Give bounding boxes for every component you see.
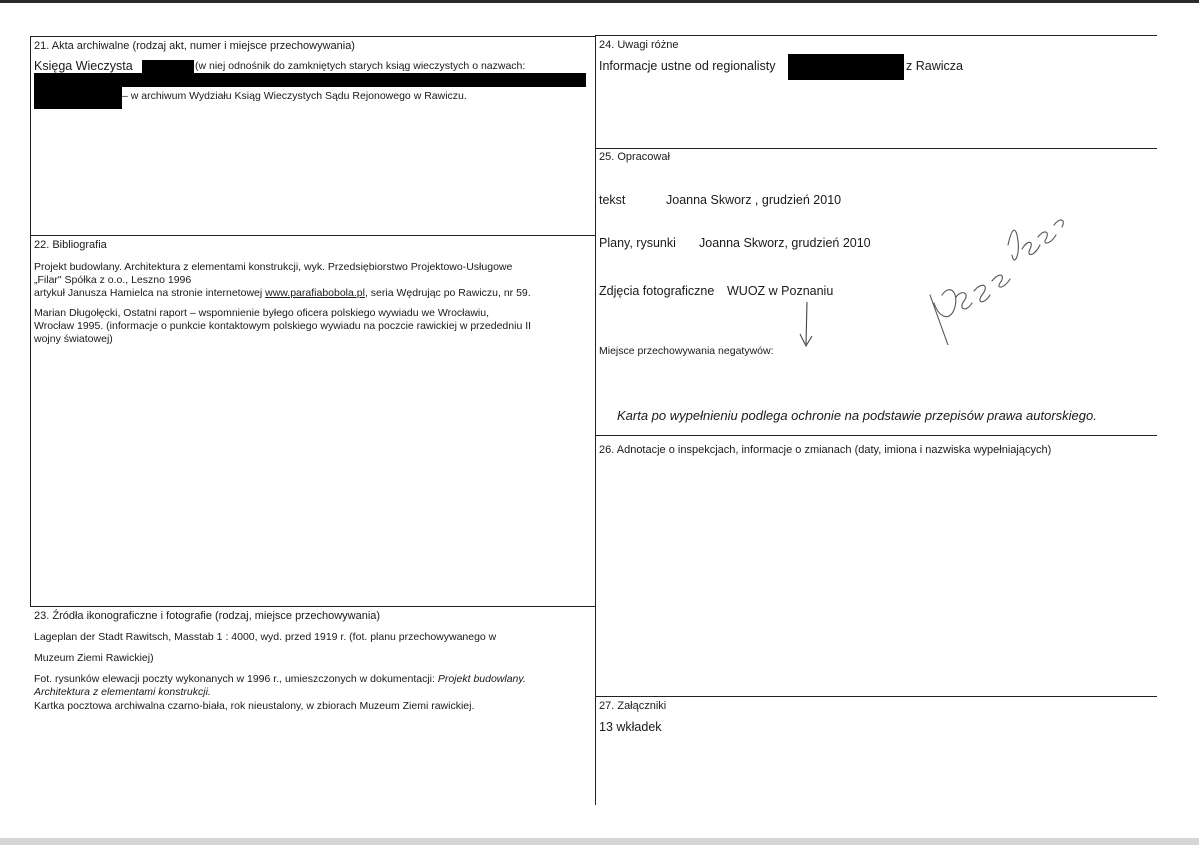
s27-header: 27. Załączniki xyxy=(599,700,667,712)
s23-line3-italic: Projekt budowlany. xyxy=(437,673,526,685)
rule-26-27 xyxy=(595,696,1157,697)
s22-p1-line3-b: , seria Wędrując po Rawiczu, nr 59. xyxy=(364,287,531,299)
rule-24-25 xyxy=(595,148,1157,149)
s22-p1-line3 xyxy=(34,287,531,300)
s25-zdjecia-value: WUOZ w Poznaniu xyxy=(727,284,834,298)
rule-top-left xyxy=(30,36,595,37)
s24-header: 24. Uwagi różne xyxy=(599,39,679,51)
s21-line1-b: (w niej odnośnik do zamkniętych starych ksiąg wieczystych o nazwach: xyxy=(195,60,526,72)
s25-plany-label: Plany, rysunki xyxy=(599,236,676,250)
redaction-box xyxy=(788,54,904,80)
scan-edge-top xyxy=(0,0,1199,3)
s23-line3-a: Fot. rysunków elewacji poczty wykonanych w 1996 r., umieszczonych w dokumentacji: xyxy=(34,673,438,685)
s22-p1-line2: „Filar" Spółka z o.o., Leszno 1996 xyxy=(34,274,192,286)
rule-22-23 xyxy=(30,606,595,607)
s25-negatywy: Miejsce przechowywania negatywów: xyxy=(599,345,774,357)
s23-line3 xyxy=(34,673,526,686)
s23-line5: Kartka pocztowa archiwalna czarno-biała, rok nieustalony, w zbiorach Muzeum Ziemi rawickiej. xyxy=(34,700,475,712)
s21-header: 21. Akta archiwalne (rodzaj akt, numer i miejsce przechowywania) xyxy=(34,40,355,52)
s25-copyright-notice: Karta po wypełnieniu podlega ochronie na podstawie przepisów prawa autorskiego. xyxy=(617,408,1097,423)
s25-plany-value: Joanna Skworz, grudzień 2010 xyxy=(699,236,871,250)
s23-line2: Muzeum Ziemi Rawickiej) xyxy=(34,652,154,664)
s22-website-link[interactable]: www.parafiabobola.pl xyxy=(265,287,365,299)
s22-p2-line3: wojny światowej) xyxy=(34,333,113,345)
rule-top-right xyxy=(595,35,1157,36)
s24-line-a: Informacje ustne od regionalisty xyxy=(599,59,776,73)
s24-line-b: z Rawicza xyxy=(906,59,963,73)
s22-header: 22. Bibliografia xyxy=(34,239,107,251)
rule-25-26 xyxy=(595,435,1157,436)
s23-line4: Architektura z elementami konstrukcji. xyxy=(34,686,211,698)
s26-header: 26. Adnotacje o inspekcjach, informacje o zmianach (daty, imiona i nazwiska wypełniających) xyxy=(599,444,1052,456)
redaction-box xyxy=(34,73,586,87)
s27-value: 13 wkładek xyxy=(599,720,662,734)
s25-zdjecia-label: Zdjęcia fotograficzne xyxy=(599,284,715,298)
scan-edge-bottom xyxy=(0,838,1199,845)
s22-p2-line2: Wrocław 1995. (informacje o punkcie kontaktowym polskiego wywiadu na poczcie rawickiej w przededniu II xyxy=(34,320,532,332)
s22-p2-line1: Marian Długołęcki, Ostatni raport – wspomnienie byłego oficera polskiego wywiadu we Wrocławiu, xyxy=(34,307,490,319)
handwritten-arrow-icon xyxy=(795,300,819,352)
s22-p1-line1: Projekt budowlany. Architektura z elementami konstrukcji, wyk. Przedsiębiorstwo Projektowo-Usługowe xyxy=(34,261,513,273)
s21-line2: – w archiwum Wydziału Ksiąg Wieczystych Sądu Rejonowego w Rawiczu. xyxy=(122,90,467,102)
signature-mark xyxy=(920,185,1080,345)
s25-tekst-value: Joanna Skworz , grudzień 2010 xyxy=(666,193,842,207)
rule-left-edge xyxy=(30,36,31,606)
s25-tekst-label: tekst xyxy=(599,193,626,207)
redaction-box xyxy=(34,87,122,109)
s25-header: 25. Opracował xyxy=(599,151,670,163)
s21-line1-a: Księga Wieczysta xyxy=(34,59,133,73)
rule-21-22 xyxy=(30,235,595,236)
redaction-box xyxy=(142,60,194,74)
s22-p1-line3-a: artykuł Janusza Hamielca na stronie internetowej xyxy=(34,287,266,299)
rule-column-divider xyxy=(595,35,596,805)
s23-header: 23. Źródła ikonograficzne i fotografie (rodzaj, miejsce przechowywania) xyxy=(34,610,381,622)
s23-line1: Lageplan der Stadt Rawitsch, Masstab 1 : 4000, wyd. przed 1919 r. (fot. planu przechowywanego w xyxy=(34,631,497,643)
